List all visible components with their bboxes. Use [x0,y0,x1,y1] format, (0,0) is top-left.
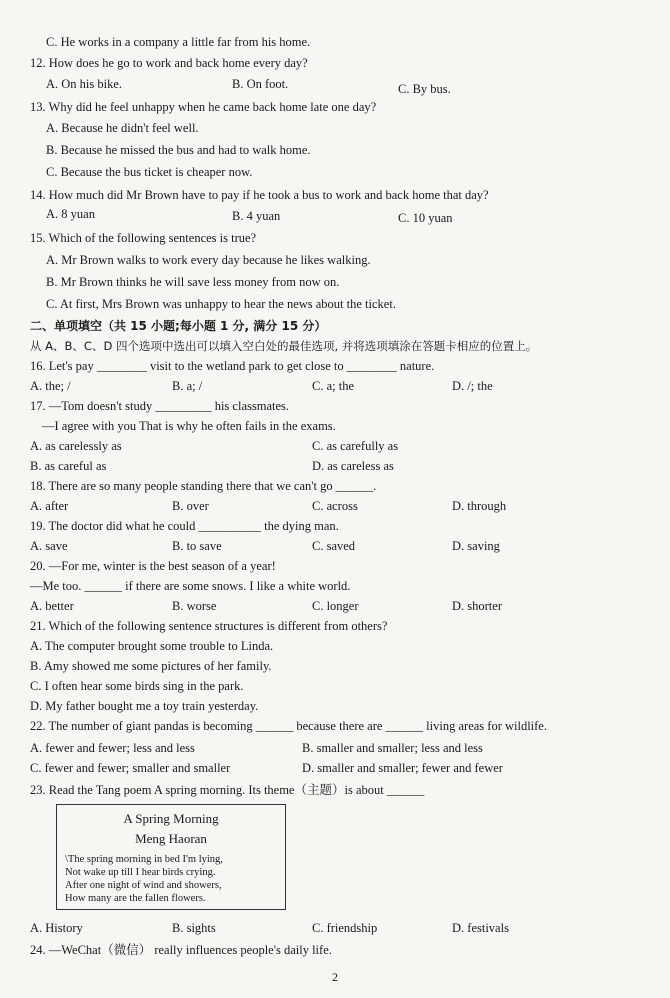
q24-stem: 24. —WeChat（微信） really influences people's daily life. [30,943,332,957]
q17-stem2: —I agree with you That is why he often fails in the exams. [42,419,336,433]
poem-line: Not wake up till I hear birds crying. [65,867,216,878]
q12-stem: 12. How does he go to work and back home every day? [30,56,308,70]
q21-stem: 21. Which of the following sentence structures is different from others? [30,619,388,633]
q15-option-a: A. Mr Brown walks to work every day because he likes walking. [46,253,371,267]
q19-option-c: C. saved [312,539,356,553]
q17-option-a: A. as carelessly as [30,439,122,453]
q11-option-c: C. He works in a company a little far from his home. [46,35,311,49]
q20-option-b: B. worse [172,599,217,613]
q21-option-d: D. My father bought me a toy train yesterday. [30,699,259,713]
page-number: 2 [332,970,338,984]
q22-stem: 22. The number of giant pandas is becoming ______ because there are ______ living areas for wildlife. [30,719,547,733]
q16-option-d: D. /; the [452,379,493,393]
poem-line: \The spring morning in bed I'm lying, [65,854,223,865]
poem-line: After one night of wind and showers, [65,880,222,891]
q18-option-a: A. after [30,499,69,513]
q14-option-a: A. 8 yuan [46,207,95,221]
q15-stem: 15. Which of the following sentences is true? [30,231,257,245]
q18-stem: 18. There are so many people standing there that we can't go ______. [30,479,377,493]
q12-option-c: C. By bus. [398,82,451,96]
q21-option-b: B. Amy showed me some pictures of her family. [30,659,272,673]
section-heading: 二、单项填空（共 15 小题;每小题 1 分, 满分 15 分） [30,319,327,333]
q14-option-b: B. 4 yuan [232,209,281,223]
q18-option-b: B. over [172,499,209,513]
q23-option-a: A. History [30,921,83,935]
q22-option-b: B. smaller and smaller; less and less [302,741,483,755]
q23-stem: 23. Read the Tang poem A spring morning. Its theme（主题）is about ______ [30,783,425,797]
q22-option-d: D. smaller and smaller; fewer and fewer [302,761,503,775]
q19-stem: 19. The doctor did what he could __________ the dying man. [30,519,339,533]
q17-option-b: B. as careful as [30,459,107,473]
q22-option-c: C. fewer and fewer; smaller and smaller [30,761,231,775]
q19-option-b: B. to save [172,539,222,553]
q15-option-c: C. At first, Mrs Brown was unhappy to hear the news about the ticket. [46,297,396,311]
q18-option-c: C. across [312,499,358,513]
q20-option-d: D. shorter [452,599,502,613]
q14-option-c: C. 10 yuan [398,211,453,225]
q23-option-b: B. sights [172,921,216,935]
q13-option-a: A. Because he didn't feel well. [46,121,199,135]
q13-option-b: B. Because he missed the bus and had to walk home. [46,143,311,157]
q16-option-c: C. a; the [312,379,355,393]
q18-option-d: D. through [452,499,507,513]
q20-option-c: C. longer [312,599,359,613]
q20-option-a: A. better [30,599,74,613]
q13-option-c: C. Because the bus ticket is cheaper now. [46,165,253,179]
q16-option-b: B. a; / [172,379,203,393]
q15-option-b: B. Mr Brown thinks he will save less money from now on. [46,275,340,289]
q22-option-a: A. fewer and fewer; less and less [30,741,195,755]
q17-option-c: C. as carefully as [312,439,399,453]
q19-option-a: A. save [30,539,68,553]
q12-option-a: A. On his bike. [46,77,123,91]
poem-box [56,804,286,910]
section-instruction: 从 A、B、C、D 四个选项中选出可以填入空白处的最佳选项, 并将选项填涂在答题卡相应的位置上。 [30,339,538,353]
q17-stem: 17. —Tom doesn't study _________ his classmates. [30,399,290,413]
q23-option-d: D. festivals [452,921,509,935]
poem-author: Meng Haoran [135,831,207,846]
q21-option-a: A. The computer brought some trouble to Linda. [30,639,274,653]
q12-option-b: B. On foot. [232,77,289,91]
q20-stem2: —Me too. ______ if there are some snows. I like a white world. [30,579,351,593]
q20-stem: 20. —For me, winter is the best season of a year! [30,559,276,573]
q19-option-d: D. saving [452,539,500,553]
poem-line: How many are the fallen flowers. [65,893,206,904]
q17-option-d: D. as careless as [312,459,394,473]
q14-stem: 14. How much did Mr Brown have to pay if he took a bus to work and back home that day? [30,188,489,202]
q13-stem: 13. Why did he feel unhappy when he came back home late one day? [30,100,377,114]
q21-option-c: C. I often hear some birds sing in the park. [30,679,244,693]
q23-option-c: C. friendship [312,921,378,935]
q16-stem: 16. Let's pay ________ visit to the wetland park to get close to ________ nature. [30,359,435,373]
poem-title: A Spring Morning [123,811,219,826]
q16-option-a: A. the; / [30,379,71,393]
